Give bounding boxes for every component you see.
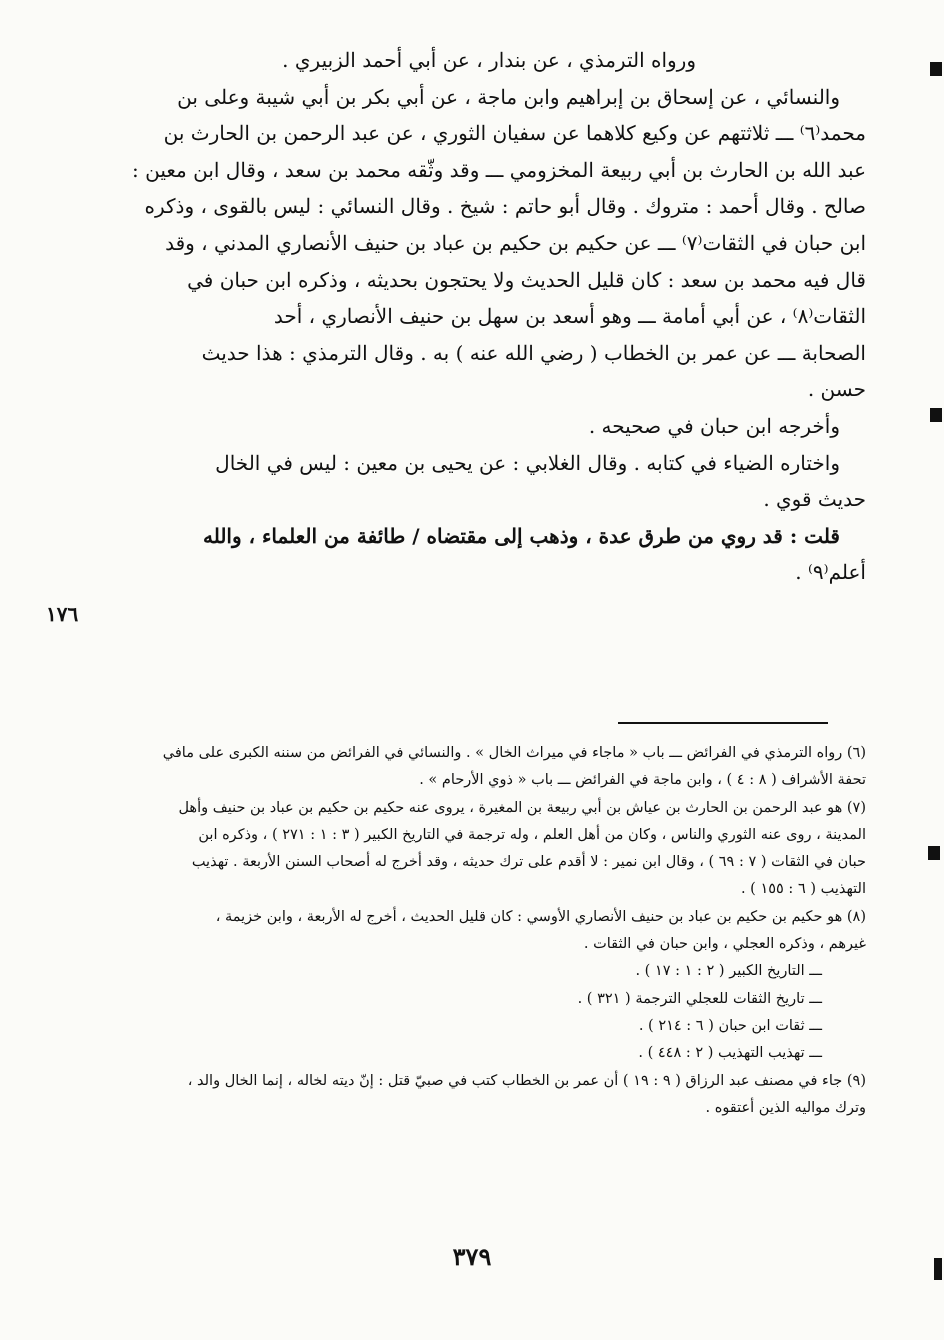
text-line: وأخرجه ابن حبان في صحيحه . <box>588 413 840 438</box>
text-line: ابن حبان في الثقات⁽٧⁾ ـــ عن حكيم بن حكيم بن عباد بن حنيف الأنصاري المدني ، وقد <box>165 230 866 255</box>
main-text <box>128 42 866 591</box>
footnotes <box>108 740 866 1122</box>
footnote-line: التهذيب ( ٦ : ١٥٥ ) . <box>740 881 866 898</box>
page-number: ٣٧٩ <box>452 1242 492 1271</box>
scan-edge-mark <box>930 408 942 422</box>
text-line: ورواه الترمذي ، عن بندار ، عن أبي أحمد الزبيري . <box>282 48 696 72</box>
text-line: عبد الله بن الحارث بن أبي ربيعة المخزومي ـــ وقد وثّقه محمد بن سعد ، وقال ابن معين : <box>132 157 866 182</box>
text-line: أعلم⁽٩⁾ . <box>795 560 866 585</box>
text-line: الصحابة ـــ عن عمر بن الخطاب ( رضي الله عنه ) به . وقال الترمذي : هذا حديث <box>201 340 866 365</box>
margin-page-reference: ١٧٦ <box>46 602 79 626</box>
text-line: حسن . <box>807 377 866 402</box>
footnote-line: (٦) رواه الترمذي في الفرائض ـــ باب « ماجاء في ميراث الخال » . والنسائي في الفرائض من سننه الكبرى على مافي <box>162 745 866 761</box>
footnote-line: ـــ تهذيب التهذيب ( ٢ : ٤٤٨ ) . <box>638 1045 822 1062</box>
text-line: محمد⁽٦⁾ ـــ ثلاثتهم عن وكيع كلاهما عن سفيان الثوري ، عن عبد الرحمن بن الحارث بن <box>163 121 866 146</box>
footnote-line: ـــ التاريخ الكبير ( ٢ : ١ : ١٧ ) . <box>635 963 822 980</box>
text-line: والنسائي ، عن إسحاق بن إبراهيم وابن ماجة ، عن أبي بكر بن أبي شيبة وعلى بن <box>177 84 840 109</box>
scan-edge-mark <box>930 62 942 76</box>
footnote-line: ـــ تاريخ الثقات للعجلي الترجمة ( ٣٢١ ) . <box>577 990 822 1007</box>
text-line: صالح . وقال أحمد : متروك . وقال أبو حاتم : شيخ . وقال النسائي : ليس بالقوى ، وذكره <box>144 194 866 219</box>
text-line: الثقات⁽٨⁾ ، عن أبي أمامة ـــ وهو أسعد بن سهل بن حنيف الأنصاري ، أحد <box>273 304 866 329</box>
footnote-line: تحفة الأشراف ( ٨ : ٤ ) ، وابن ماجة في الفرائض ـــ باب « ذوي الأرحام » . <box>419 772 866 789</box>
scan-edge-mark <box>928 846 940 860</box>
text-line: قال فيه محمد بن سعد : كان قليل الحديث ولا يحتجون بحديثه ، وذكره ابن حبان في <box>187 267 866 292</box>
text-line: حديث قوي . <box>763 487 866 512</box>
text-line: واختاره الضياء في كتابه . وقال الغلابي : عن يحيى بن معين : ليس في الخال <box>215 450 840 475</box>
footnote-separator <box>618 722 828 724</box>
footnote-line: حبان في الثقات ( ٧ : ٦٩ ) ، وقال ابن نمير : لا أقدم على ترك حديثه ، وقد أخرج له أصحاب السنن الأربعة . تهذيب <box>191 854 866 871</box>
footnote-line: (٩) جاء في مصنف عبد الرزاق ( ٩ : ١٩ ) أن عمر بن الخطاب كتب في صبيّ قتل : إنّ ديته لخاله ، إنما الخال والد ، <box>187 1072 866 1089</box>
scan-edge-mark <box>934 1258 942 1280</box>
footnote-line: المدينة ، روى عنه الثوري والناس ، وكان من أهل العلم ، وله ترجمة في التاريخ الكبير ( ٣ : ١ : ٢٧١ ) ، وذكره ابن <box>198 826 866 843</box>
footnote-line: (٧) هو عبد الرحمن بن الحارث بن عياش بن أبي ربيعة بن المغيرة ، يروى عنه حكيم بن حكيم بن عباد بن حنيف وأهل <box>178 799 866 816</box>
footnote-line: غيرهم ، وذكره العجلي ، وابن حبان في الثقات . <box>583 936 866 953</box>
footnote-line: (٨) هو حكيم بن حكيم بن عباد بن حنيف الأنصاري الأوسي : كان قليل الحديث ، أخرج له الأربعة ، وابن خزيمة ، <box>215 908 866 925</box>
footnote-line: وترك مواليه الذين أعتقوه . <box>705 1099 866 1116</box>
footnote-line: ـــ ثقات ابن حبان ( ٦ : ٢١٤ ) . <box>638 1017 822 1034</box>
text-line: قلت : قد روي من طرق عدة ، وذهب إلى مقتضاه / طائفة من العلماء ، والله <box>202 523 840 548</box>
